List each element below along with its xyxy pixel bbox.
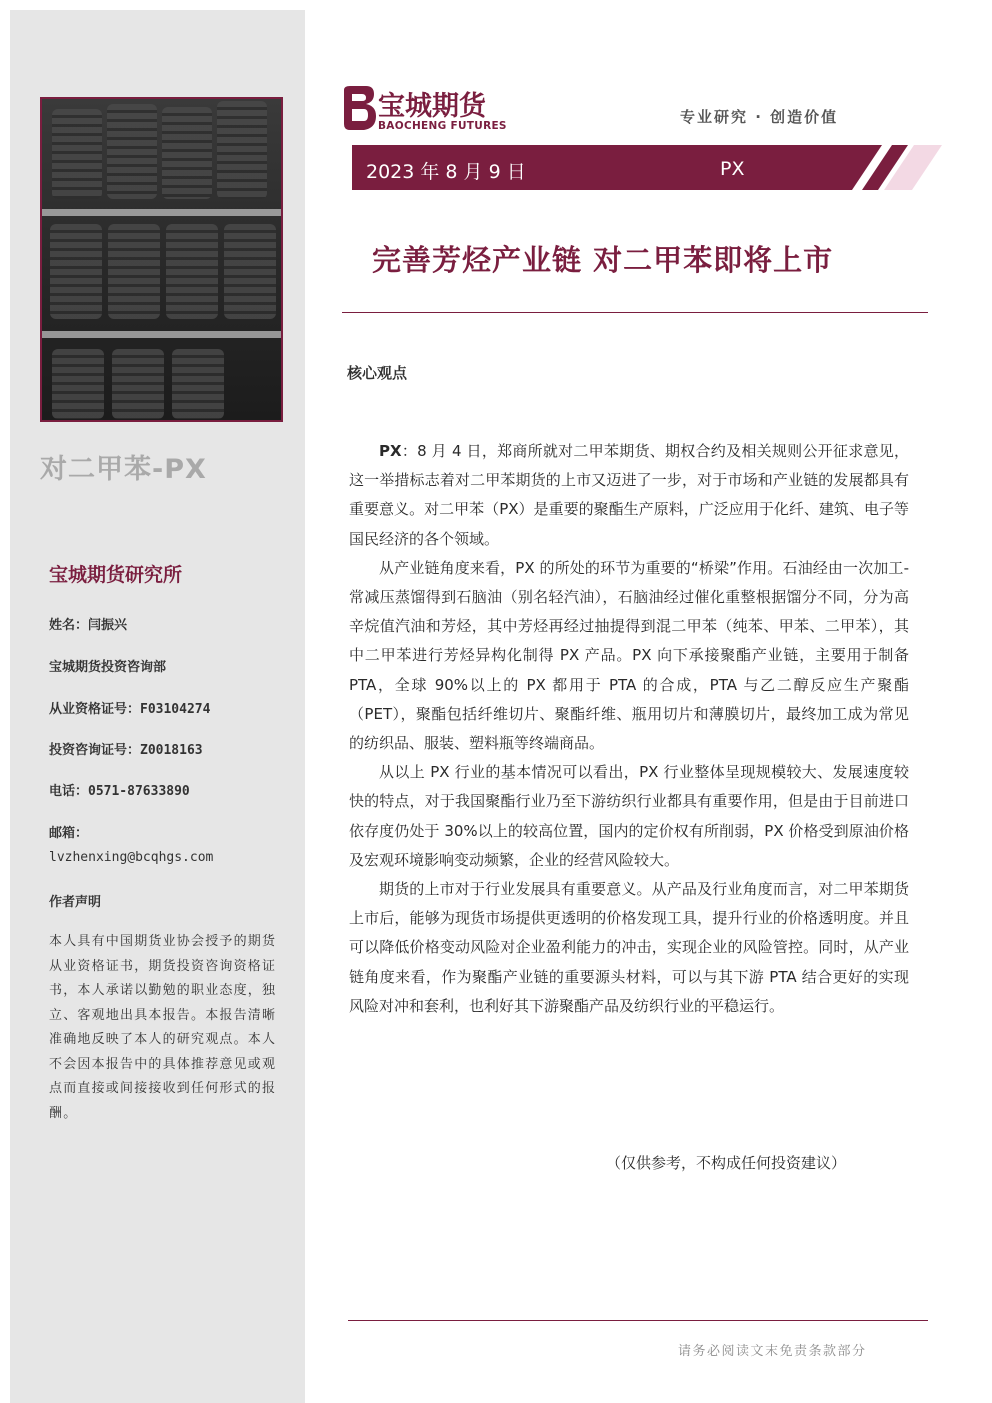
brand-slogan: 专业研究 · 创造价值 (680, 108, 839, 126)
brand-name-en: BAOCHENG FUTURES (378, 120, 507, 132)
footer-note: 请务必阅读文末免责条款部分 (678, 1344, 867, 1359)
section-heading: 核心观点 (347, 364, 408, 382)
report-date: 2023 年 8 月 9 日 (366, 161, 526, 183)
report-symbol: PX (720, 158, 745, 180)
email-address[interactable]: lvzhenxing@bcqhgs.com (49, 850, 214, 865)
author-name: 姓名：闫振兴 (49, 618, 128, 633)
product-title: 对二甲苯-PX (40, 454, 207, 485)
research-org-name: 宝城期货研究所 (49, 564, 183, 586)
paragraph-1 (349, 437, 909, 554)
cover-photo-barrels (40, 97, 283, 422)
department: 宝城期货投资咨询部 (49, 660, 167, 675)
email-label: 邮箱： (49, 826, 89, 841)
paragraph-2: 从产业链角度来看，PX 的所处的环节为重要的“桥梁”作用。石油经由一次加工-常减压蒸馏得到石脑油（别名轻汽油），石脑油经过催化重整根据馏分不同，分为高辛烷值汽油和芳烃，其中芳烃再经过抽提得到混二甲苯（纯苯、甲苯、二甲苯），其中二甲苯进行芳烃异构化制得 PX 产品。PX 向下承接聚酯产业链，主要用于制备 PTA，全球 90%以上的 PX 都用于 PTA 的合成，PTA 与乙二醇反应生产聚酯（PET），聚酯包括纤维切片、聚酯纤维、瓶用切片和薄膜切片，最终加工成为常见的纺织品、服装、塑料瓶等终端商品。 (349, 558, 909, 753)
author-declaration: 本人具有中国期货业协会授予的期货从业资格证书，期货投资咨询资格证书，本人承诺以勤勉的职业态度，独立、客观地出具本报告。本报告清晰准确地反映了本人的研究观点。本人不会因本报告中的具体推荐意见或观点而直接或间接接收到任何形式的报酬。 (49, 934, 277, 1121)
brand-name-cn: 宝城期货 (378, 91, 486, 122)
phone-number: 电话：0571-87633890 (49, 784, 190, 799)
title-divider (342, 312, 928, 313)
paragraph-4: 期货的上市对于行业发展具有重要意义。从产品及行业角度而言，对二甲苯期货上市后，能够为现货市场提供更透明的价格发现工具，提升行业的价格透明度。并且可以降低价格变动风险对企业盈利能力的冲击，实现企业的风险管控。同时，从产业链角度来看，作为聚酯产业链的重要源头材料，可以与其下游 PTA 结合更好的实现风险对冲和套利，也利好其下游聚酯产品及纺织行业的平稳运行。 (349, 880, 909, 1015)
footer-divider (348, 1320, 928, 1321)
report-title: 完善芳烃产业链 对二甲苯即将上市 (372, 243, 834, 277)
investment-disclaimer: （仅供参考，不构成任何投资建议） (606, 1154, 847, 1172)
paragraph-3: 从以上 PX 行业的基本情况可以看出，PX 行业整体呈现规模较大、发展速度较快的特点，对于我国聚酯行业乃至下游纺织行业都具有重要作用，但是由于目前进口依存度仍处于 30%以上的较高位置，国内的定价权有所削弱，PX 价格受到原油价格及宏观环境影响变动频繁，企业的经营风险较大。 (349, 763, 909, 869)
report-body (349, 437, 909, 1021)
qualification-number: 从业资格证号：F03104274 (49, 702, 211, 717)
consulting-license-number: 投资咨询证号：Z0018163 (49, 743, 203, 758)
declaration-title: 作者声明 (49, 895, 102, 910)
paragraph-1-text: ：8 月 4 日，郑商所就对二甲苯期货、期权合约及相关规则公开征求意见，这一举措标志着对二甲苯期货的上市又迈进了一步，对于市场和产业链的发展都具有重要意义。对二甲苯（PX）是重要的聚酯生产原料，广泛应用于化纤、建筑、电子等国民经济的各个领域。 (349, 442, 909, 548)
paragraph-lead: PX (379, 442, 402, 460)
